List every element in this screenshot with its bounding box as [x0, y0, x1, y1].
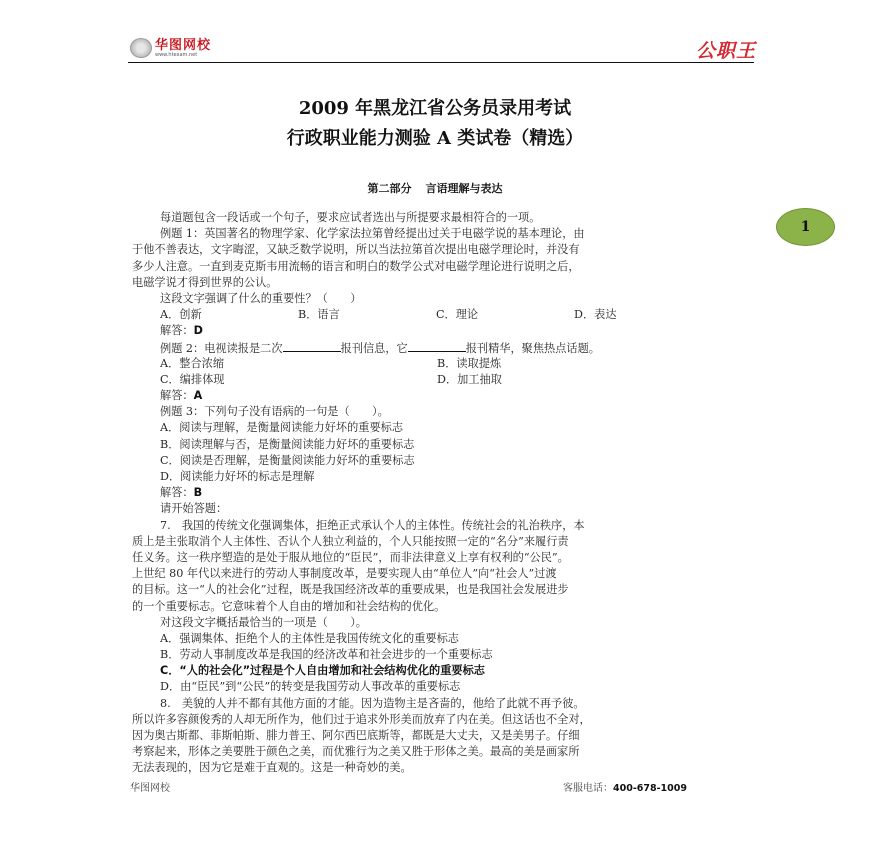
option-c-highlighted: C．“人的社会化”过程是个人自由增加和社会结构优化的重要标志 [160, 664, 485, 678]
example1-line: 电磁学说才得到世界的公认。 [132, 275, 278, 289]
example2-answer [132, 388, 752, 404]
document-title-line1: 2009 年黑龙江省公务员录用考试 [298, 98, 572, 119]
option-a: A．阅读与理解，是衡量阅读能力好坏的重要标志 [160, 421, 404, 435]
stem-part: 报刊信息，它 [340, 341, 408, 355]
option-a: A．整合浓缩 [160, 356, 225, 370]
emblem-icon [130, 38, 152, 58]
phone-number: 400-678-1009 [613, 783, 687, 794]
example1-question: 这段文字强调了什么的重要性？（ ） [160, 291, 362, 305]
q8-line: 无法表现的，因为它是难于直观的。这是一种奇妙的美。 [132, 761, 412, 775]
option-d: D．由“臣民”到“公民”的转变是我国劳动人事改革的重要标志 [160, 680, 461, 694]
example3-answer [132, 485, 752, 501]
fill-blank [408, 340, 466, 352]
footer-brand: 华图网校 [130, 783, 170, 794]
example1-line: 于他不善表达，文字晦涩，又缺乏数学说明，所以当法拉第首次提出电磁学理论时，并没有 [132, 243, 580, 257]
page-number: 1 [800, 219, 811, 235]
section-name: 言语理解与表达 [425, 182, 503, 195]
stem-part: 报刊精华，聚焦热点话题。 [465, 341, 600, 355]
q7-line: 上世纪 80 年代以来进行的劳动人事制度改革，是要实现人由“单位人”向“社会人”过渡 [132, 567, 557, 581]
logo-left-name: 华图网校 [155, 37, 212, 53]
gongzhiwang-logo: 公职王 [695, 40, 756, 62]
answer-value: D [193, 324, 203, 338]
answer-label: 解答： [160, 486, 194, 500]
page-header [128, 36, 756, 62]
page-number-badge [776, 208, 835, 246]
option-d: D．表达 [574, 308, 617, 322]
example2-options [132, 372, 752, 388]
option-a: A．强调集体、拒绝个人的主体性是我国传统文化的重要标志 [160, 631, 459, 645]
start-prompt: 请开始答题： [160, 502, 228, 516]
document-body [132, 210, 752, 777]
q8-line: 考察起来，形体之美要胜于颜色之美，而优雅行为之美又胜于形体之美。最高的美是画家所 [132, 745, 580, 759]
q8-line: 8. 美貌的人并不都有其他方面的才能。因为造物主是吝啬的，他给了此就不再予彼。 [160, 696, 585, 710]
q7-question: 对这段文字概括最恰当的一项是（ ）。 [160, 615, 367, 629]
option-b: B．语言 [298, 308, 340, 322]
example1-options [132, 307, 752, 323]
example1-line: 多少人注意。一直到麦克斯韦用流畅的语言和明白的数学公式对电磁学理论进行说明之后， [132, 259, 580, 273]
option-b: B．劳动人事制度改革是我国的经济改革和社会进步的一个重要标志 [160, 648, 493, 662]
q7-line: 质上是主张取消个人主体性、否认个人独立利益的，个人只能按照一定的“名分”来履行责 [132, 534, 569, 548]
fill-blank [283, 340, 341, 352]
header-divider [128, 62, 754, 63]
option-c: C．编排体现 [160, 372, 225, 386]
option-c: C．阅读是否理解，是衡量阅读能力好坏的重要标志 [160, 453, 415, 467]
answer-label: 解答： [160, 324, 194, 338]
phone-label: 客服电话： [563, 783, 613, 794]
option-c: C．理论 [436, 308, 479, 322]
answer-value: B [193, 486, 203, 500]
htexam-logo [130, 38, 211, 58]
q8-line: 因为奥古斯都、菲斯帕斯、腓力普王、阿尔西巴底斯等，都既是大丈夫，又是美男子。仔细 [132, 729, 580, 742]
logo-left-url: www.htexam.net [155, 51, 198, 58]
example2-stem [132, 340, 752, 356]
q7-line: 的一个重要标志。它意味着个人自由的增加和社会结构的优化。 [132, 599, 446, 613]
section-heading [0, 180, 870, 196]
example1-answer [132, 323, 752, 339]
option-d: D．加工抽取 [437, 372, 502, 386]
stem-part: 例题 2：电视读报是二次 [160, 341, 283, 355]
q7-line: 任义务。这一秩序塑造的是处于服从地位的“臣民”，而非法律意义上享有权利的“公民”。 [132, 550, 569, 564]
option-d: D．阅读能力好坏的标志是理解 [160, 470, 315, 483]
example2-options [132, 356, 752, 372]
q8-line: 所以许多容颜俊秀的人却无所作为，他们过于追求外形美而放弃了内在美。但这话也不全对， [132, 712, 591, 726]
q7-line: 的目标。这一“人的社会化”过程，既是我国经济改革的重要成果，也是我国社会发展进步 [132, 583, 569, 597]
instruction: 每道题包含一段话或一个句子，要求应试者选出与所提要求最相符合的一项。 [160, 211, 541, 224]
example3-stem: 例题 3：下列句子没有语病的一句是（ ）。 [160, 405, 389, 419]
document-title-line2: 行政职业能力测验 A 类试卷（精选） [286, 128, 584, 149]
option-b: B．阅读理解与否，是衡量阅读能力好坏的重要标志 [160, 437, 415, 451]
answer-label: 解答： [160, 389, 194, 403]
example1-line: 例题 1：英国著名的物理学家、化学家法拉第曾经提出过关于电磁学说的基本理论，由 [160, 227, 585, 241]
q7-line: 7. 我国的传统文化强调集体，拒绝正式承认个人的主体性。传统社会的礼治秩序，本 [160, 518, 585, 532]
answer-value: A [193, 389, 203, 403]
option-b: B．读取提炼 [437, 356, 502, 370]
option-a: A．创新 [160, 308, 202, 322]
footer-phone [563, 779, 687, 794]
section-part: 第二部分 [367, 182, 412, 195]
